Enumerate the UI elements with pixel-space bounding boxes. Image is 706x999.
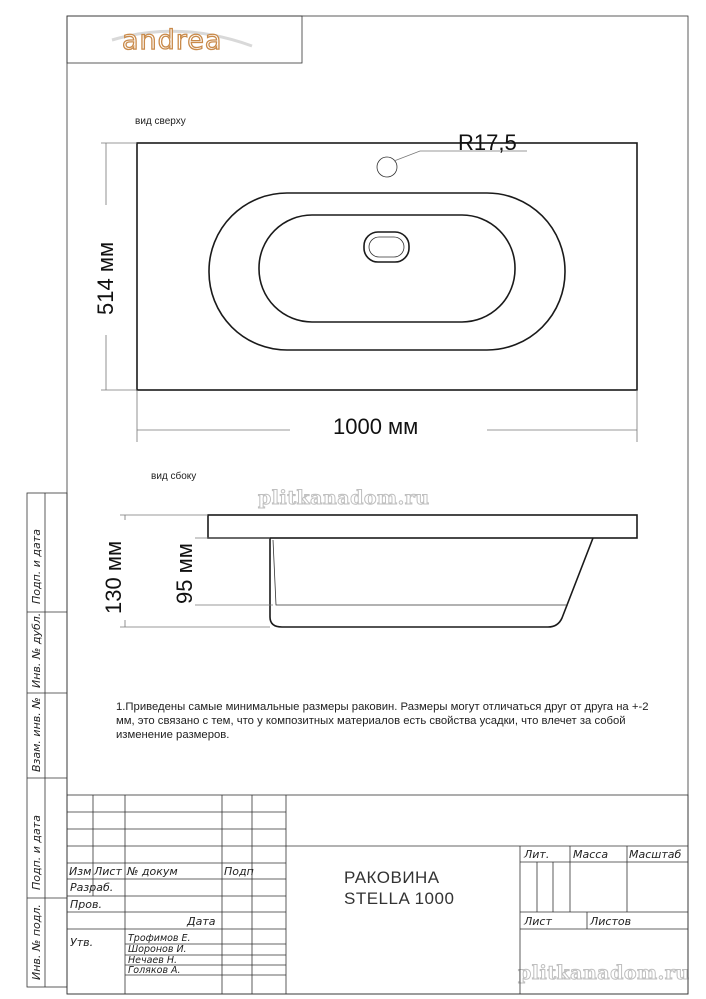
tap-hole bbox=[377, 157, 397, 177]
name-3: Нечаев Н. bbox=[128, 955, 178, 966]
stamp-dup-inv: Инв. № дубл. bbox=[30, 612, 43, 688]
name-2: Шоронов И. bbox=[128, 944, 187, 955]
header-izm: Изм bbox=[69, 865, 92, 878]
side-view-label: вид сбоку bbox=[151, 471, 197, 482]
bowl-height-dimension bbox=[172, 538, 273, 605]
name-4: Голяков А. bbox=[128, 965, 181, 976]
header-list: Лист bbox=[94, 865, 122, 878]
header-mass: Масса bbox=[573, 848, 609, 861]
sheets-label: Листов bbox=[590, 915, 632, 928]
side-stamp bbox=[27, 493, 67, 987]
role-developer: Разраб. bbox=[70, 881, 114, 894]
header-doc: № докум bbox=[127, 865, 178, 878]
dimensions-note: 1.Приведены самые минимальные размеры раковин. Размеры могут отличаться друг от друга на +-2 мм, это связано с тем, что у композитных материалов есть свойства усадки, что влечет за собой изменение размеров. bbox=[116, 701, 649, 741]
stamp-sign-date-2: Подп. и дата bbox=[30, 815, 43, 890]
drain-inner bbox=[369, 237, 404, 257]
height-dimension-label: 514 мм bbox=[93, 241, 118, 315]
total-height-label: 130 мм bbox=[101, 540, 126, 614]
drain-outer bbox=[364, 232, 409, 262]
sheet-label: Лист bbox=[524, 915, 552, 928]
tap-hole-radius-label: R17,5 bbox=[458, 130, 517, 155]
product-title-line-2: STELLA 1000 bbox=[344, 889, 455, 908]
width-dimension-label: 1000 мм bbox=[333, 414, 419, 439]
header-scale: Масштаб bbox=[629, 848, 682, 861]
header-sign: Подп bbox=[224, 865, 254, 878]
bowl-height-label: 95 мм bbox=[172, 543, 197, 604]
logo-block bbox=[67, 16, 302, 63]
product-title-line-1: РАКОВИНА bbox=[344, 868, 440, 887]
stamp-orig-inv: Инв. № подл. bbox=[30, 904, 43, 980]
name-1: Трофимов Е. bbox=[128, 933, 191, 944]
stamp-sign-date-1: Подп. и дата bbox=[30, 529, 43, 604]
role-checker: Пров. bbox=[70, 898, 102, 911]
watermark-bottom: plitkanadom.ru bbox=[518, 962, 690, 984]
company-logo: andrea bbox=[122, 25, 223, 56]
sink-bowl-inner bbox=[259, 215, 515, 322]
sink-side-bowl bbox=[270, 538, 593, 627]
sink-side-slab bbox=[208, 515, 637, 538]
height-dimension bbox=[93, 143, 137, 390]
sink-bowl-outer bbox=[209, 193, 565, 350]
stamp-replace-inv: Взам. инв. № bbox=[30, 697, 43, 772]
sink-side-bowl-inner bbox=[273, 540, 568, 605]
header-date: Дата bbox=[187, 915, 216, 928]
width-dimension bbox=[137, 390, 637, 442]
sink-top-outline bbox=[137, 143, 637, 390]
role-approver: Утв. bbox=[70, 936, 94, 949]
top-view-label: вид сверху bbox=[135, 116, 186, 127]
watermark-middle: plitkanadom.ru bbox=[258, 487, 430, 509]
header-lit: Лит. bbox=[524, 848, 550, 861]
